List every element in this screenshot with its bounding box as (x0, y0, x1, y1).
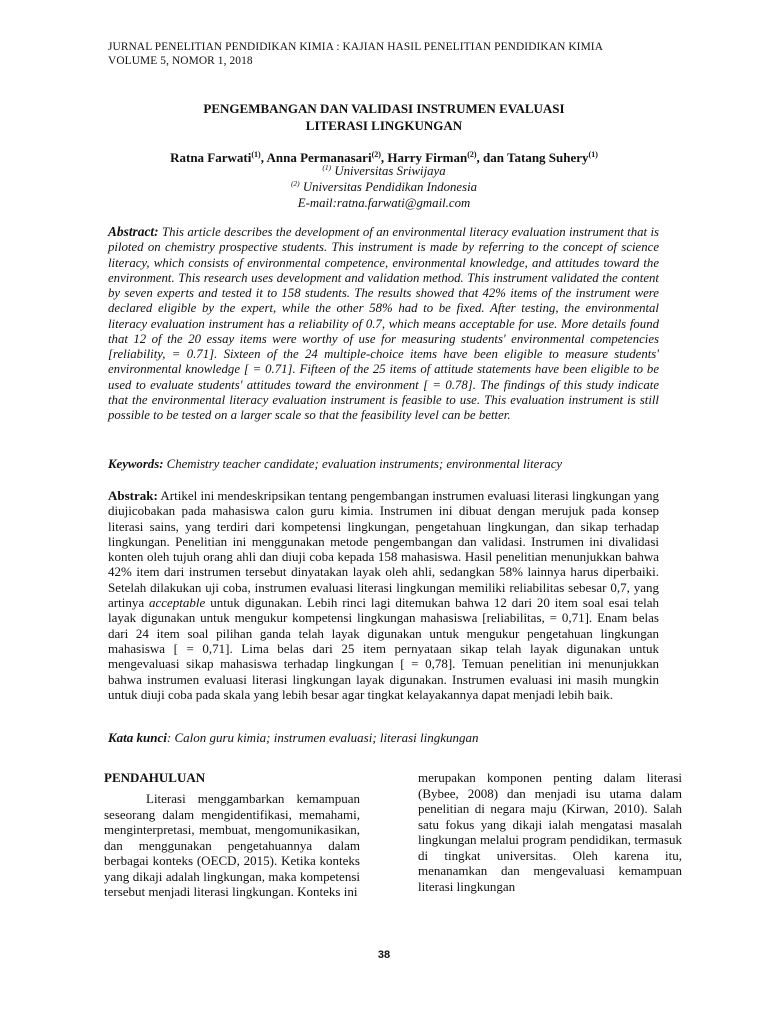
page-number: 38 (377, 949, 391, 961)
author-name: Ratna Farwati (170, 150, 252, 165)
title-line-2: LITERASI LINGKUNGAN (305, 118, 463, 133)
keywords-label: Keywords: (108, 457, 164, 471)
kata-kunci-label: Kata kunci (108, 730, 167, 745)
author-affiliation-mark: (2) (467, 150, 477, 159)
title-line-1: PENGEMBANGAN DAN VALIDASI INSTRUMEN EVALUASI (203, 101, 565, 116)
intro-paragraph: Literasi menggambarkan kemampuan seseorang dalam mengidentifikasi, memahami, menginterpretasi, membuat, mengomunikasikan, dan menggunakan pengetahuannya dalam berbagai konteks (OECD, 2015). Ketika konteks yang dikaji adalah lingkungan, maka kompetensi tersebut menjadi literasi lingkungan. Konteks ini (104, 791, 360, 900)
keywords-indonesian (108, 730, 659, 745)
author-list (108, 150, 660, 165)
affiliation-name: Universitas Sriwijaya (331, 164, 446, 178)
abstrak-text-part-1: Artikel ini mendeskripsikan tentang pengembangan instrumen evaluasi literasi lingkungan yang diujicobakan pada mahasiswa calon guru kimia. Instrumen ini dibuat dengan merujuk pada konsep literasi sains, yang terdiri dari kompetensi lingkungan, pengetahuan lingkungan, dan sikap terhadap lingkungan. Penelitian ini menggunakan metode pengembangan dan validasi. Instrumen ini divalidasi konten oleh tujuh orang ahli dan diuji coba kepada 158 mahasiswa. Hasil penelitian menunjukkan bahwa 42% item dari instrumen tersebut dinyatakan layak oleh ahli, sedangkan 58% lainnya harus diperbaiki. Setelah dilakukan uji coba, instrumen evaluasi literasi lingkungan memiliki reliabilitas sebesar 0,7, yang artinya (108, 488, 659, 611)
journal-volume: VOLUME 5, NOMOR 1, 2018 (108, 55, 253, 67)
author-affiliation-mark: (2) (371, 150, 381, 159)
intro-paragraph-continued: merupakan komponen penting dalam literasi (Bybee, 2008) dan menjadi isu utama dalam penelitian di negara maju (Kirwan, 2010). Salah satu fokus yang dikaji ialah mengatasi masalah lingkungan melalui program pendidikan, termasuk di tingkat universitas. Oleh karena itu, menanamkan dan mengevaluasi kemampuan literasi lingkungan (418, 770, 682, 894)
author-separator: , (260, 150, 267, 165)
journal-header (108, 40, 708, 68)
keywords-english (108, 457, 659, 472)
paper-title (108, 100, 660, 134)
abstrak-text-part-2: untuk digunakan. Lebih rinci lagi ditemukan bahwa 12 dari 20 item soal esai telah layak digunakan untuk mengukur kompetensi lingkungan mahasiswa [reliabilitas, = 0,71]. Enam belas dari 24 item soal pilihan ganda telah layak digunakan untuk mengukur pengetahuan lingkungan mahasiswa [ = 0,71]. Lima belas dari 25 item pernyataan sikap telah layak digunakan untuk mengevaluasi sikap mahasiswa terhadap lingkungan [ = 0,78]. Temuan penelitian ini menunjukkan bahwa instrumen evaluasi literasi lingkungan layak digunakan. Instrumen evaluasi ini masih mungkin untuk diuji coba pada skala yang lebih besar agar tingkat kelayakannya dapat menjadi lebih baik. (108, 595, 659, 702)
affiliation-mark: (1) (322, 163, 332, 172)
abstrak-label: Abstrak: (108, 488, 158, 503)
body-column-left (104, 770, 360, 900)
author-email: E-mail:ratna.farwati@gmail.com (297, 196, 471, 210)
journal-name: JURNAL PENELITIAN PENDIDIKAN KIMIA : KAJIAN HASIL PENELITIAN PENDIDIKAN KIMIA (108, 41, 604, 53)
abstract-english (108, 224, 659, 423)
author-affiliation-mark: (1) (588, 150, 598, 159)
affiliation-name: Universitas Pendidikan Indonesia (299, 180, 478, 194)
abstract-text: This article describes the development of an environmental literacy evaluation instrument that is piloted on chemistry prospective students. This instrument is made by referring to the concept of science literacy, which consists of environmental competence, environmental knowledge, and attitudes toward the environment. This research uses development and validation method. This instrument validated the content by seven experts and tested it to 158 students. The results showed that 42% items of the instrument were declared eligible by the expert, while the other 58% had to be fixed. After testing, the environmental literacy evaluation instrument has a reliability of 0.7, which means acceptable for use. More details found that 12 of the 20 essay items were worthy of use for measuring students' environmental competencies [reliability, = 0.71]. Sixteen of the 24 multiple-choice items have been eligible to measure students' environmental knowledge [ = 0.71]. Fifteen of the 25 items of attitude statements have been eligible to be used to evaluate students' attitudes toward the environment [ = 0.78]. The findings of this study indicate that the environmental literacy evaluation instrument is feasible to use. This evaluation instrument is still possible to be tested on a larger scale so that the feasibility level can be better. (108, 225, 659, 422)
affiliation-2 (108, 180, 660, 195)
keywords-text: Chemistry teacher candidate; evaluation instruments; environmental literacy (163, 457, 563, 471)
author-separator: , (380, 150, 388, 165)
section-heading: PENDAHULUAN (104, 770, 206, 785)
author-separator: , dan (476, 150, 508, 165)
author-name: Tatang Suhery (507, 150, 589, 165)
abstract-label: Abstract: (108, 224, 159, 239)
author-name: Harry Firman (387, 150, 468, 165)
kata-kunci-text: : Calon guru kimia; instrumen evaluasi; literasi lingkungan (166, 730, 479, 745)
author-affiliation-mark: (1) (251, 150, 261, 159)
body-column-right (418, 770, 682, 894)
abstrak-italic-word: acceptable (149, 595, 206, 611)
affiliation-1 (108, 164, 660, 179)
abstract-indonesian (108, 488, 659, 702)
author-name: Anna Permanasari (266, 150, 372, 165)
affiliation-mark: (2) (290, 179, 300, 188)
